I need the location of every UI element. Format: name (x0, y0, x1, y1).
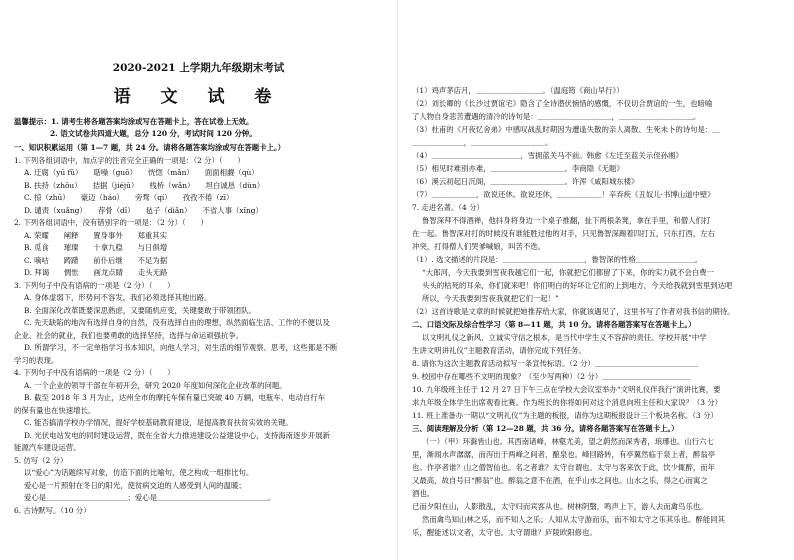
left-question-line: 2. 下列各组词语中，没有错别字的一项是：（2 分）（ ） (14, 218, 208, 227)
right-question-line: 在一起。鲁智深对打的时候没有谁能胜过他的对手，只见鲁智深踢着四打五，只东打西，左右 (412, 229, 716, 238)
left-question-line: 学习的表现。 (14, 355, 59, 365)
right-question-line: 生讲文明讲礼仪”主题教育活动，请你完成下列任务。 (412, 346, 586, 355)
left-question-line: 爱心是一片照射在冬日的阳光，使贫病交迫的人感受到人间的温暖； (24, 480, 246, 490)
left-question-line: A. 身体虚弱下，形势问不容发，我们必须选择其他出路。 (24, 293, 212, 302)
right-question-line: 7. 走进名著。（4 分） (412, 203, 484, 212)
left-question-line: C. 先天缺陷的地沟有选择自身的自然，没有选择自由的理想，纵然面临生活、工作的不便以及 (24, 318, 330, 327)
right-question-line: （7）＿＿＿＿＿＿，欲说还休。欲说还休，＿＿＿＿＿＿！辛弃疾《丑奴儿·书博山道中壁》 (412, 190, 715, 199)
left-question-line: A. 一个企业的领导干部在年初开会，研究 2020 年度如何深化企业改革的问题。 (24, 380, 287, 390)
left-question-line: D. 拜谒 惆怅 画龙点睛 走头无路 (24, 268, 168, 277)
right-question-line: （4）＿＿＿＿＿＿＿＿＿＿＿＿，雪拥蓝关马不前。韩愈《左迁至蓝关示侄孙湘》 (412, 151, 683, 160)
right-question-line: （6）溪云初起日沉阁，＿＿＿＿＿＿＿＿＿＿。许浑《咸阳城东楼》 (412, 177, 639, 186)
left-question-line: 5. 仿写（2 分） (14, 455, 68, 465)
left-question-line: B. 全面深化改革既要深思熟虑，又要随机应变，关键要敢于带领团队。 (24, 305, 256, 315)
right-question-line: 了人物自身悲苦遭遇的清冷的诗句是：＿＿＿＿＿＿＿＿＿＿，＿＿＿＿＿＿＿＿＿＿。 (412, 112, 701, 121)
left-question-line: B. 扶持（zhǒu） 拮据（jiéjū） 栈桥（wǎn） 坦白诚恳（dùn） (24, 180, 265, 190)
right-question-line: （3）杜甫的《月夜忆舍弟》中感叹战乱时期因为遭逢失散的亲人离散、生死未卜的诗句是：＿ (412, 125, 720, 134)
right-question-line: （5）相见时难别亦难，＿＿＿＿＿＿＿＿＿＿。李商隐《无题》 (412, 164, 624, 173)
right-question-line: （1）鸡声茅店月，＿＿＿＿＿＿＿＿＿。（温庭筠《商山早行》） (412, 86, 624, 95)
exam-title: 2020-2021 上学期九年级期末考试 (112, 62, 285, 74)
left-question-line: D. 光伏电站发电的同时建设运营，既在全省大力推进建设公益建设中心，支持海南逐步开展新 (24, 430, 330, 440)
right-question-line: （一）（甲）环滁皆山也。其西南诸峰，林壑尤美，望之蔚然而深秀者，琅琊也。山行六七 (422, 437, 714, 446)
left-question-line: D. 谴责（xuǎng） 荐骨（dǐ） 毡子（diǎn） 不省人事（xǐng） (24, 205, 263, 215)
right-question-line: 也。作亭者谁？山之僧智仙也。名之者谁？太守自谓也。太守与客来饮于此，饮少辄醉，而年 (412, 463, 716, 472)
right-question-line: 冲突，打得僧人们哭爹喊娘，叫苦不迭。 (412, 242, 546, 251)
right-question-line: 然而禽鸟知山林之乐，而不知人之乐；人知从太守游而乐，而不知太守之乐其乐也。醉能同其 (422, 515, 726, 524)
right-question-line: 又最高，故自号曰“醉翁”也。醉翁之意不在酒，在乎山水之间也。山水之乐，得之心而寓之 (412, 476, 708, 485)
left-question-line: 企业、社会的就业，我们也要勇敢的选择坚持，选择与命运顽强抗争。 (14, 330, 244, 340)
exam-subject: 语 文 试 卷 (113, 87, 284, 107)
left-question-line: B. 截至 2018 年 3 月为止，达州全市的摩托车保有量已突破 40 万辆，电瓶车、电动自行车 (24, 393, 326, 402)
right-question-line: ＿＿＿＿＿＿＿，＿＿＿＿＿＿＿＿＿＿。 (412, 138, 553, 147)
right-question-line: （1）. 选文描述的片段是：＿＿＿＿＿＿＿＿＿＿＿，鲁智深的性格＿＿＿＿＿＿＿＿。 (412, 255, 703, 264)
left-question-line: A. 荣耀 阐释 置身事外 郑重其实 (24, 230, 168, 240)
right-question-line: 11. 班上准备办一期以“文明礼仪”为主题的板报，请你为这期板报设计三个板块名称。（3 分） (412, 411, 718, 420)
left-question-line: C. 掠（zhū） 豪迈（háo） 旁骛（qí） 孜孜不倦（zī） (24, 193, 234, 202)
left-question-line: 能源汽车建设运营。 (14, 443, 81, 452)
right-question-line: （2）这首诗歌是文章的时候就把她推荐给大家，你就该遇见了，这里书写了作者对我书信的期待。 (412, 307, 735, 316)
exam-note-1: 温馨提示：1. 请考生将各题答案均涂或写在答题卡上，答在试卷上无效。 (14, 117, 254, 126)
right-question-line: 乐，醒能述以文者，太守也。太守谓谁？庐陵欧阳修也。 (412, 528, 597, 537)
right-question-line: （2）刘长卿的《长沙过贾谊宅》隐含了全诗潜伏惋惜的感慨，不仅切合贾谊的一生，也暗喻 (412, 99, 713, 108)
right-question-line: 三、阅读理解及分析（第 12—28 题，共 36 分。请将各题答案写在答题卡上。） (412, 424, 679, 433)
right-question-line: 头头的枯死的耳朵，你们就来吧！你们明白的好坏让它们的上到地方，今天给我就到雪里到达吧 (422, 281, 733, 290)
left-question-line: B. 觅食 璀璨 十拿九稳 与日俱增 (24, 243, 168, 252)
right-column (398, 0, 794, 560)
left-question-line: C. 嘀咕 踌躇 前仆后继 不足为据 (24, 255, 168, 265)
right-question-line: 所以，今天我要到雪夜我就把它们一起！” (422, 294, 559, 303)
right-question-line: 求九年级全体学生出席观看比赛。作为班长的你将如何对这个消息向班主任和大家说？（3 分） (412, 398, 723, 407)
left-question-line: D. 所谓学习，不一定单指学习书本知识，向他人学习，对生活的细节观察、思考，这些都是不断 (24, 343, 338, 352)
left-question-line: 1. 下列各组词语中，加点字的注音完全正确的一项是：（2 分）（ ） (14, 155, 245, 165)
left-question-line: 爱心是＿＿＿＿＿＿＿＿＿＿＿；爱心是＿＿＿＿＿＿＿＿＿＿＿＿＿＿＿。 (24, 493, 276, 502)
left-question-line: C. 能否搞清学校办学情况，提好学校基础教育建设，是提高教育扶贫实效的关键。 (24, 418, 293, 427)
right-question-line: 已而夕阳在山，人影散乱，太守归而宾客从也。树林阴翳，鸣声上下，游人去而禽鸟乐也。 (412, 502, 708, 511)
left-question-line: 6. 古诗默写。（10 分） (14, 505, 91, 515)
left-question-line: 以“爱心”为话题续写对象，仿造下面的比喻句，使之构成一组排比句。 (24, 468, 254, 477)
right-question-line: 8. 请你为这次主题教育活动拟写一条宣传标语。（2 分）＿＿＿＿＿＿＿＿＿＿＿＿＿＿ (412, 359, 699, 368)
left-question-line: 4. 下列句子中没有语病的一项是（2 分）（ ） (14, 368, 175, 377)
right-question-line: 二、口语交际及综合性学习（第 8—11 题，共 10 分。请将各题答案写在答题卡上。） (412, 320, 696, 329)
right-question-line: 里，渐闻水声潺潺，而泻出于两峰之间者，酿泉也。峰回路转，有亭翼然临于泉上者，醉翁亭 (412, 450, 716, 459)
exam-note-2: 2. 语文试卷共四道大题，总分 120 分，考试时间 120 分钟。 (50, 129, 257, 138)
right-question-line: “大郎河，今天我要到雪夜我越它们一起，你就把它们都留了下来，你的实力就不会白费一 (422, 268, 715, 277)
right-question-line: 9. 校园中存在哪些不文明的现象？（至少写两种）（2 分）＿＿＿＿＿＿＿＿＿＿＿＿ (412, 372, 691, 381)
left-question-line: 的保有量也在快速增长。 (14, 405, 96, 415)
right-question-line: 以文明礼仪之新风，立诚实守信之根本，是当代中学生义不容辞的责任。学校开展“中学 (422, 333, 707, 342)
left-question-line: A. 迂腐（yū fǔ） 聒噪（guō） 恍惚（mǎn） 面面相觑（qù） (24, 168, 259, 177)
right-question-line: 10. 九年级班主任于 12 月 27 日下午三点在学校大会议室举办“文明礼仪伴我行”演讲比赛，要 (412, 385, 721, 394)
right-question-line: 鲁智深拜不得酒禅，他抖身将身边一个桌子推翻，扯下两根条凳，拿在手里，和僧人们打 (422, 216, 711, 225)
left-question-line: 一、知识积累运用（第 1—7 题，共 24 分。请将各题答案均涂或写在答题卡上。） (14, 143, 286, 152)
left-question-line: 3. 下列句子中没有语病的一项是（2 分）（ ） (14, 280, 175, 290)
right-question-line: 酒也。 (412, 489, 435, 498)
